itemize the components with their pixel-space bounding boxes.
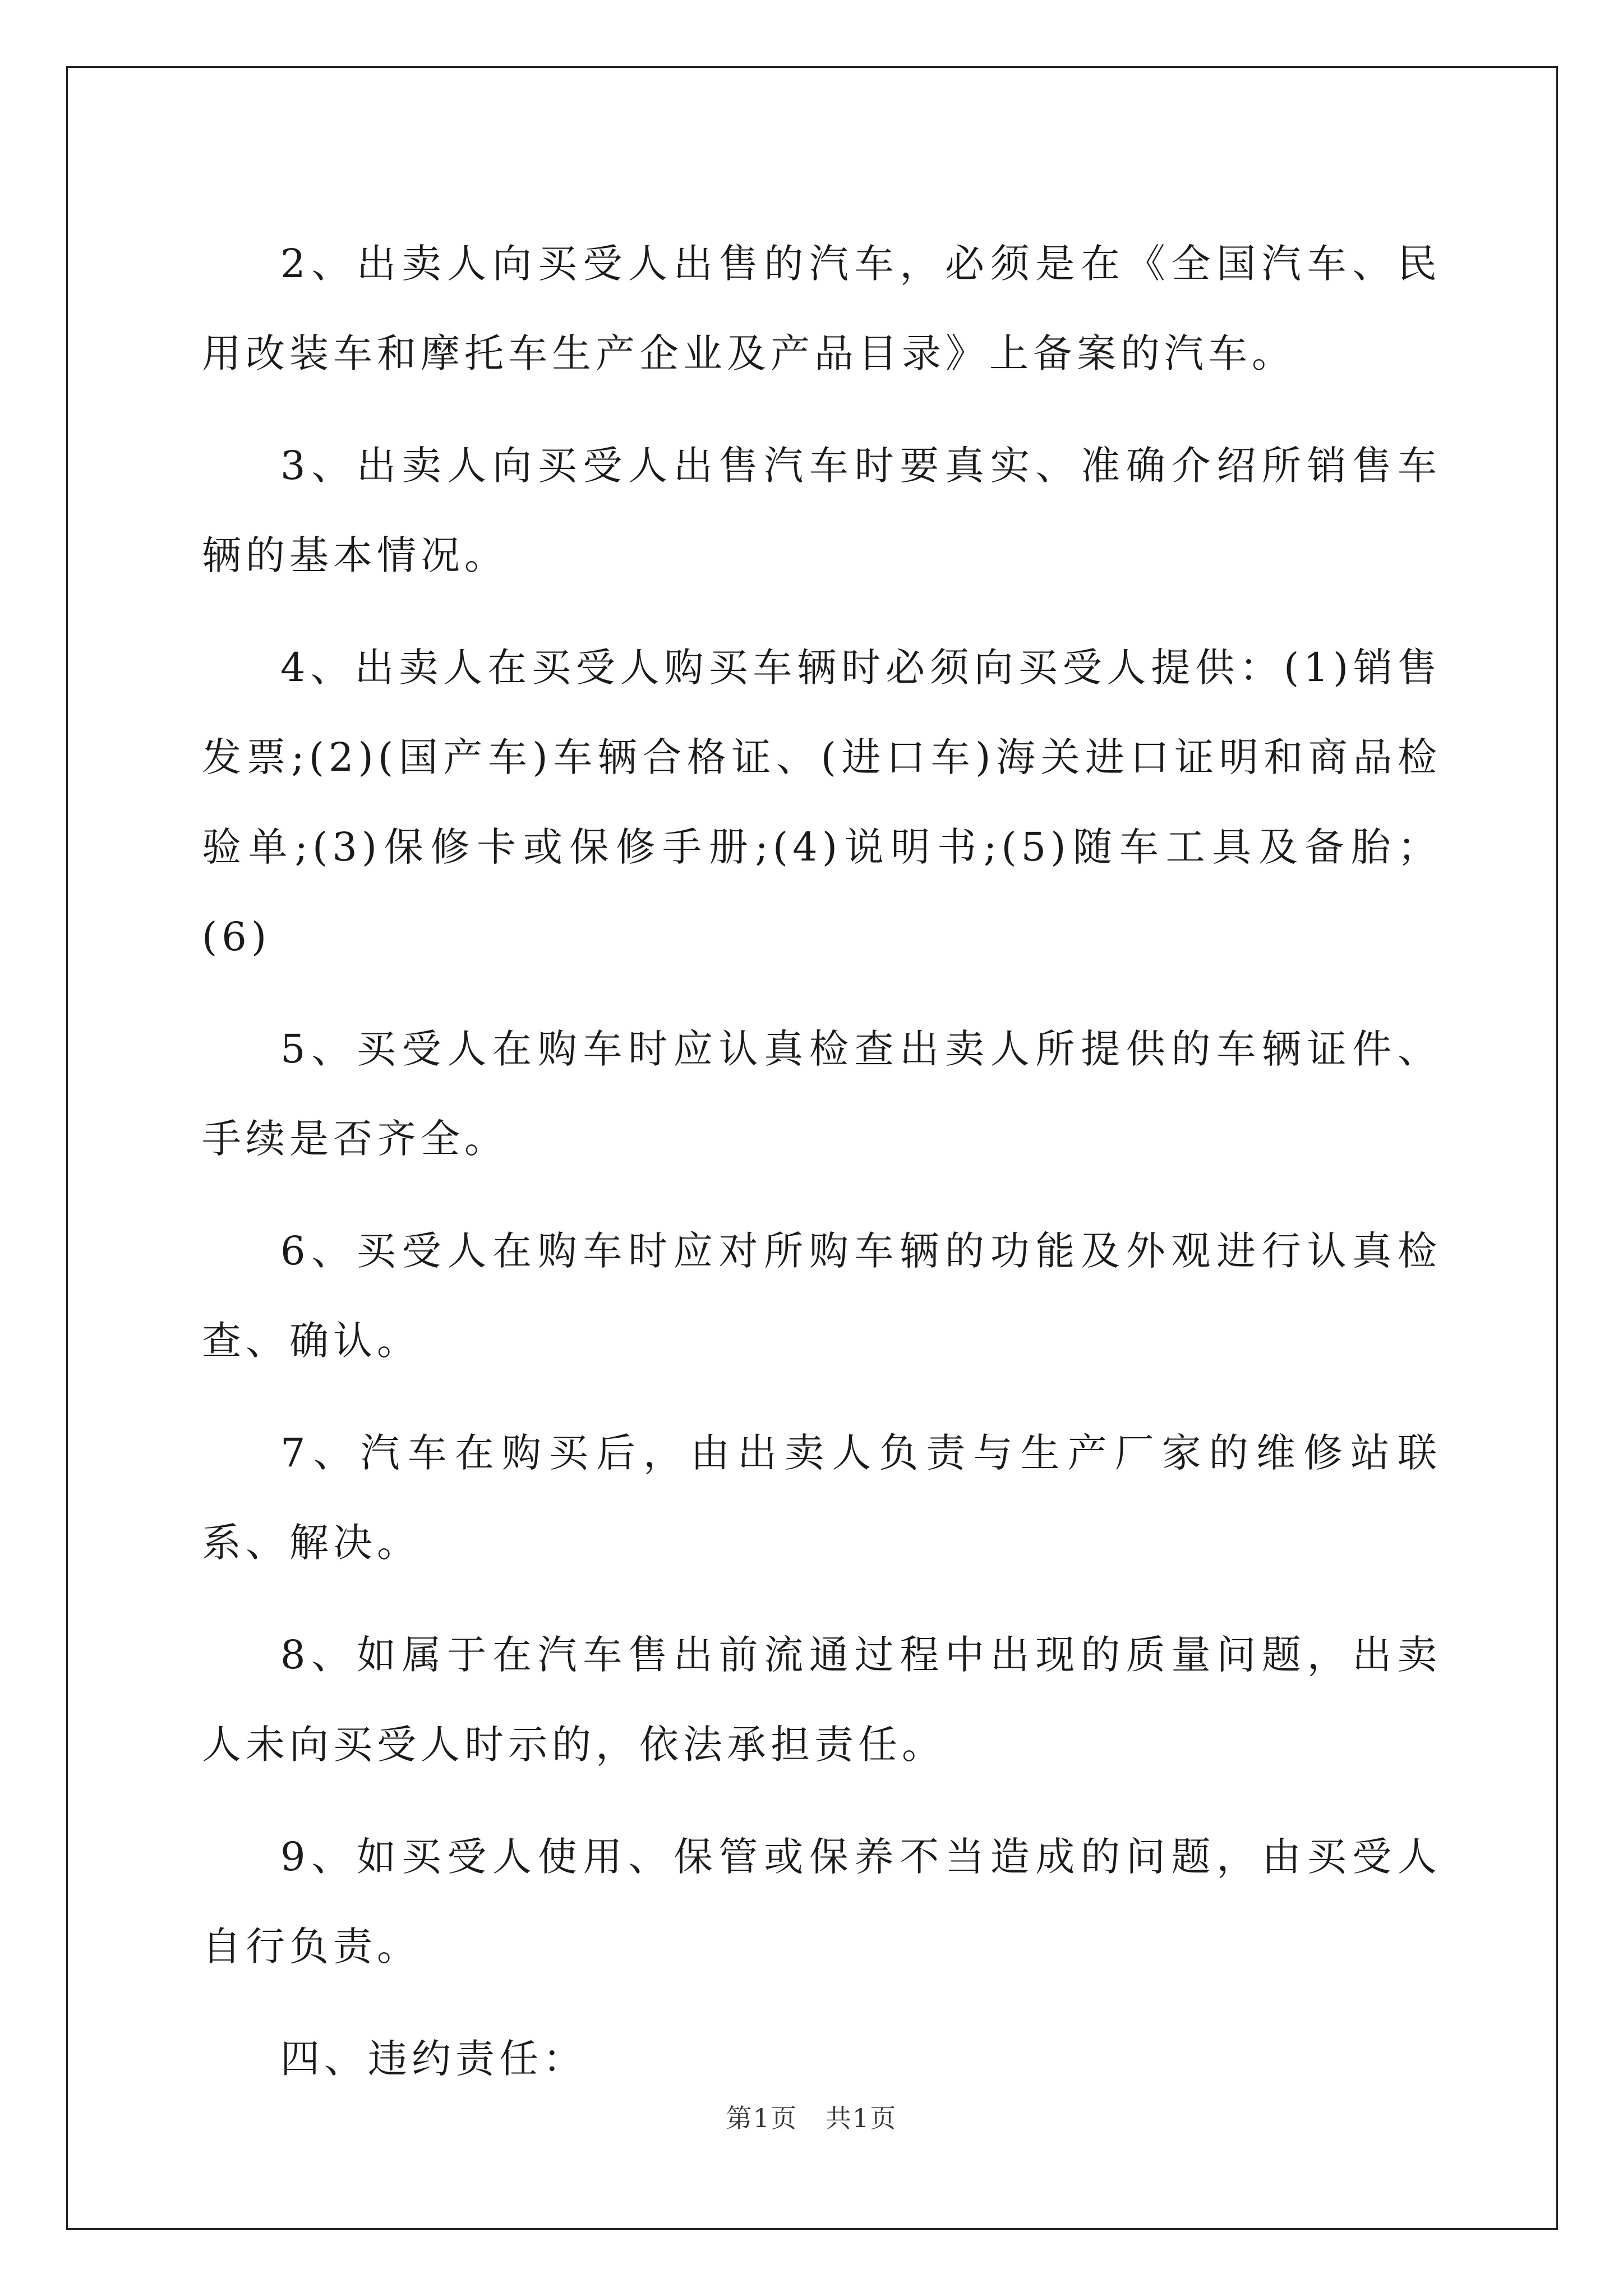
page-footer [0, 2098, 1623, 2135]
page-number-label: 第1页 共1页 [726, 2103, 897, 2133]
paragraph-clause-6: 6、买受人在购车时应对所购车辆的功能及外观进行认真检查、确认。 [202, 1228, 1441, 1364]
paragraph-clause-7: 7、汽车在购买后，由出卖人负责与生产厂家的维修站联系、解决。 [202, 1430, 1441, 1566]
document-body [202, 219, 1441, 2126]
section-heading-breach-liability: 四、违约责任： [280, 2036, 587, 2082]
paragraph-clause-3: 3、出卖人向买受人出售汽车时要真实、准确介绍所销售车辆的基本情况。 [202, 443, 1441, 578]
paragraph-clause-8: 8、如属于在汽车售出前流通过程中出现的质量问题，出卖人未向买受人时示的，依法承担责任。 [202, 1632, 1441, 1768]
paragraph-clause-9: 9、如买受人使用、保管或保养不当造成的问题，由买受人自行负责。 [202, 1834, 1441, 1970]
paragraph-clause-5: 5、买受人在购车时应认真检查出卖人所提供的车辆证件、手续是否齐全。 [202, 1026, 1441, 1162]
paragraph-clause-4: 4、出卖人在买受人购买车辆时必须向买受人提供：(1)销售发票;(2)(国产车)车辆合格证、(进口车)海关进口证明和商品检验单;(3)保修卡或保修手册;(4)说明书;(5)随车工具及备胎； (6) [202, 645, 1441, 960]
paragraph-clause-2: 2、出卖人向买受人出售的汽车，必须是在《全国汽车、民用改装车和摩托车生产企业及产品目录》上备案的汽车。 [202, 241, 1441, 376]
